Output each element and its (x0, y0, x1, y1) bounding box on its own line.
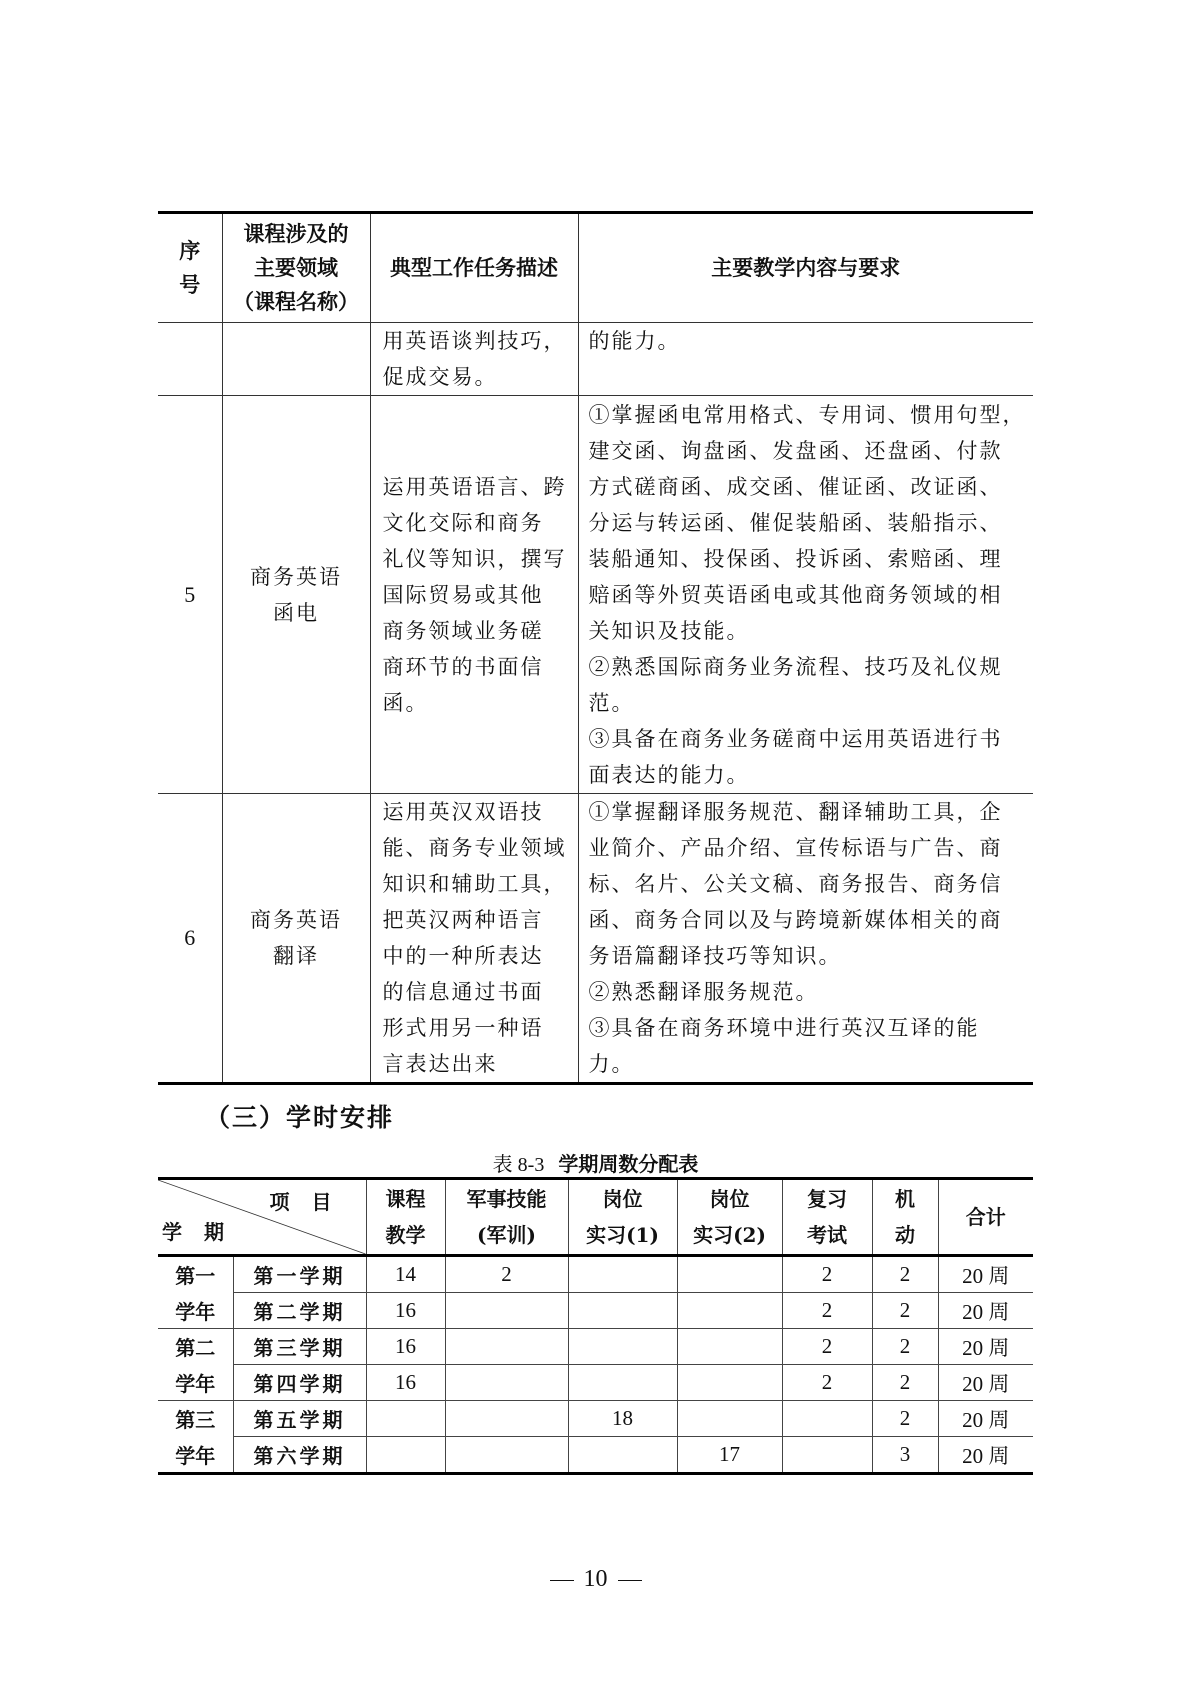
text-line: 函、商务合同以及与跨境新媒体相关的商 (588, 908, 1003, 932)
text-line: ①掌握翻译服务规范、翻译辅助工具，企 (588, 800, 1003, 824)
text-line: 军事技能 (466, 1187, 547, 1211)
text-line: 岗位 (709, 1187, 750, 1211)
header-domain-line: 课程涉及的 (243, 221, 349, 246)
course-table (158, 211, 1033, 1085)
week-value: 2 (782, 1365, 872, 1401)
header-domain (222, 213, 370, 323)
text-line: 面表达的能力。 (588, 762, 750, 787)
semester-name: 第一学期 (233, 1256, 366, 1293)
row-task (370, 396, 578, 794)
text-line: 建交函、询盘函、发盘函、还盘函、付款 (588, 438, 1003, 463)
header-content: 主要教学内容与要求 (578, 213, 1033, 323)
text-line: 实习(1) (586, 1223, 659, 1247)
text-line: 翻译 (273, 944, 319, 968)
semester-weeks-table (158, 1177, 1033, 1475)
text-line: 运用英语语言、跨 (382, 474, 567, 499)
row-domain (222, 323, 370, 396)
table-caption (0, 1148, 1191, 1177)
week-value (782, 1437, 872, 1474)
semester-name: 第五学期 (233, 1401, 366, 1437)
header-seq (158, 213, 222, 323)
text-line: 把英汉两种语言 (382, 908, 544, 932)
text-line: 务语篇翻译技巧等知识。 (588, 944, 842, 968)
text-line: 的能力。 (588, 329, 681, 353)
week-value: 3 (872, 1437, 938, 1474)
header-internship-1 (568, 1179, 677, 1256)
week-value (677, 1293, 782, 1329)
row-task (370, 323, 578, 396)
row-seq (158, 323, 222, 396)
text-line: 关知识及技能。 (588, 618, 750, 643)
week-value: 18 (568, 1401, 677, 1437)
semester-row (158, 1401, 1033, 1437)
semester-row (158, 1365, 1033, 1401)
text-line: 教学 (385, 1223, 426, 1247)
week-value: 2 (782, 1293, 872, 1329)
header-seq-line: 号 (179, 272, 201, 297)
text-line: 知识和辅助工具， (382, 872, 567, 896)
text-line: 赔函等外贸英语函电或其他商务领域的相 (588, 582, 1003, 607)
text-line: 力。 (588, 1052, 635, 1076)
header-domain-line: （课程名称） (233, 289, 359, 314)
text-line: ③具备在商务业务磋商中运用英语进行书 (588, 726, 1003, 751)
dash-left (550, 1580, 574, 1582)
week-value (677, 1401, 782, 1437)
text-line: 动 (895, 1223, 915, 1247)
page-number-value: 10 (583, 1566, 608, 1592)
week-value (782, 1401, 872, 1437)
week-value: 20 周 (938, 1365, 1033, 1401)
text-line: 中的一种所表达 (382, 944, 544, 968)
text-line: 运用英汉双语技 (382, 800, 544, 824)
week-value: 14 (366, 1256, 445, 1293)
semester-name: 第四学期 (233, 1365, 366, 1401)
text-line: 合计 (965, 1205, 1006, 1229)
row-domain (222, 396, 370, 794)
text-line: 用英语谈判技巧， (382, 329, 567, 353)
text-line: 函。 (382, 690, 429, 715)
row-content (578, 396, 1033, 794)
table-caption-title: 学期周数分配表 (558, 1152, 699, 1176)
text-line: ①掌握函电常用格式、专用词、惯用句型， (588, 402, 1026, 427)
academic-year-cell: 第三 (158, 1401, 233, 1437)
header-flexible (872, 1179, 938, 1256)
week-value (677, 1329, 782, 1365)
text-line: 的信息通过书面 (382, 980, 544, 1004)
semester-row (158, 1437, 1033, 1474)
week-value (445, 1437, 568, 1474)
text-line: 岗位 (602, 1187, 643, 1211)
semester-table-header (158, 1179, 1033, 1256)
week-value: 2 (445, 1256, 568, 1293)
week-value: 16 (366, 1329, 445, 1365)
text-line: 实习(2) (693, 1223, 766, 1247)
week-value: 2 (782, 1329, 872, 1365)
semester-row (158, 1293, 1033, 1329)
semester-row (158, 1256, 1033, 1293)
week-value (568, 1437, 677, 1474)
week-value (677, 1256, 782, 1293)
week-value: 20 周 (938, 1437, 1033, 1474)
week-value: 2 (872, 1256, 938, 1293)
week-value (445, 1365, 568, 1401)
week-value: 2 (872, 1329, 938, 1365)
semester-table-body (158, 1256, 1033, 1474)
text-line: 商务英语 (250, 908, 342, 932)
semester-row (158, 1329, 1033, 1365)
week-value: 2 (782, 1256, 872, 1293)
row-content (578, 323, 1033, 396)
header-internship-2 (677, 1179, 782, 1256)
week-value: 16 (366, 1293, 445, 1329)
text-line: 业简介、产品介绍、宣传标语与广告、商 (588, 836, 1003, 860)
week-value: 20 周 (938, 1293, 1033, 1329)
row-task (370, 794, 578, 1084)
table-row (158, 794, 1033, 1084)
table-row (158, 396, 1033, 794)
academic-year-cell: 第一 (158, 1256, 233, 1293)
week-value (445, 1293, 568, 1329)
table-caption-number: 表 8-3 (492, 1154, 545, 1176)
text-line: 机 (895, 1187, 915, 1211)
week-value: 20 周 (938, 1401, 1033, 1437)
week-value: 16 (366, 1365, 445, 1401)
text-line: 能、商务专业领域 (382, 836, 567, 860)
text-line: 文化交际和商务 (382, 510, 544, 535)
header-review-exam (782, 1179, 872, 1256)
week-value (677, 1365, 782, 1401)
header-task: 典型工作任务描述 (370, 213, 578, 323)
text-line: 分运与转运函、催促装船函、装船指示、 (588, 510, 1003, 535)
week-value (568, 1365, 677, 1401)
text-line: 课程 (385, 1187, 426, 1211)
text-line: 言表达出来 (382, 1052, 498, 1076)
row-seq: 5 (158, 396, 222, 794)
academic-year-cell: 学年 (158, 1365, 233, 1401)
week-value: 2 (872, 1365, 938, 1401)
academic-year-cell: 学年 (158, 1437, 233, 1474)
row-domain (222, 794, 370, 1084)
text-line: 促成交易。 (382, 365, 498, 389)
week-value (568, 1329, 677, 1365)
week-value (366, 1437, 445, 1474)
header-course-teaching (366, 1179, 445, 1256)
header-seq-line: 序 (179, 238, 201, 263)
course-table-header (158, 213, 1033, 323)
text-line: 形式用另一种语 (382, 1016, 544, 1040)
semester-name: 第二学期 (233, 1293, 366, 1329)
row-seq: 6 (158, 794, 222, 1084)
text-line: 商环节的书面信 (382, 654, 544, 679)
week-value: 20 周 (938, 1329, 1033, 1365)
text-line: 标、名片、公关文稿、商务报告、商务信 (588, 872, 1003, 896)
table-row (158, 323, 1033, 396)
week-value (568, 1293, 677, 1329)
text-line: 商务英语 (250, 564, 342, 589)
text-line: 装船通知、投保函、投诉函、索赔函、理 (588, 546, 1003, 571)
header-domain-line: 主要领域 (254, 255, 338, 280)
text-line: 礼仪等知识，撰写 (382, 546, 567, 571)
text-line: 范。 (588, 690, 635, 715)
header-total (938, 1179, 1033, 1256)
week-value: 20 周 (938, 1256, 1033, 1293)
week-value: 2 (872, 1293, 938, 1329)
text-line: 商务领域业务磋 (382, 618, 544, 643)
row-content (578, 794, 1033, 1084)
text-line: (军训) (477, 1223, 536, 1247)
text-line: 方式磋商函、成交函、催证函、改证函、 (588, 474, 1003, 499)
week-value: 2 (872, 1401, 938, 1437)
week-value (366, 1401, 445, 1437)
corner-item-label: 项目 (269, 1190, 354, 1214)
corner-header (158, 1179, 366, 1256)
text-line: 考试 (807, 1223, 847, 1247)
semester-name: 第三学期 (233, 1329, 366, 1365)
text-line: ③具备在商务环境中进行英汉互译的能 (588, 1016, 980, 1040)
week-value: 17 (677, 1437, 782, 1474)
text-line: 复习 (807, 1187, 847, 1211)
text-line: 函电 (273, 600, 319, 625)
week-value (445, 1329, 568, 1365)
academic-year-cell: 学年 (158, 1293, 233, 1329)
corner-term-label: 学期 (162, 1220, 246, 1244)
text-line: ②熟悉翻译服务规范。 (588, 980, 819, 1004)
semester-name: 第六学期 (233, 1437, 366, 1474)
week-value (445, 1401, 568, 1437)
page-number (0, 1566, 1191, 1593)
week-value (568, 1256, 677, 1293)
text-line: 国际贸易或其他 (382, 582, 544, 607)
header-military (445, 1179, 568, 1256)
academic-year-cell: 第二 (158, 1329, 233, 1365)
dash-right (618, 1580, 642, 1582)
text-line: ②熟悉国际商务业务流程、技巧及礼仪规 (588, 654, 1003, 679)
section-heading: （三）学时安排 (205, 1103, 395, 1132)
